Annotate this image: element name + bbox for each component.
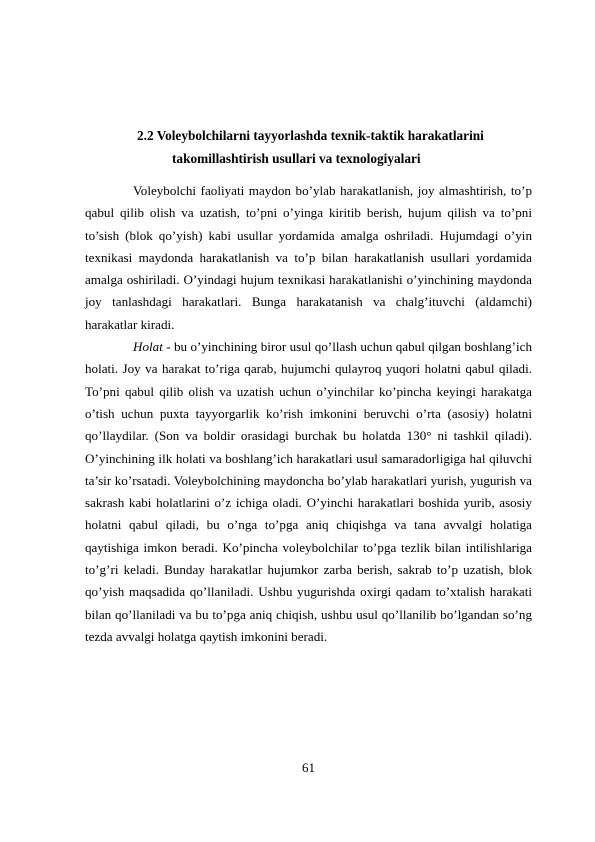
- section-heading-line-2: takomillashtirish usullari va texnologiyalari: [172, 151, 421, 166]
- paragraph-1: [85, 180, 532, 336]
- section-heading: [100, 124, 512, 170]
- paragraph-1-text: Voleybolchi faoliyati maydon bo’ylab harakatlanish, joy almashtirish, to’p qabul qilib olish va uzatish, to’pni o’yinga kiritib berish, hujum qilish va to’pni to’sish (blok qo’yish) kabi usullar yordamida amalga oshriladi. Hujumdagi o’yin texnikasi maydonda harakatlanish va to’p bilan harakatlanish usullari yordamida amalga oshiriladi. O’yindagi hujum texnikasi harakatlanishi o’yinchining maydonda joy tanlashdagi harakatlari. Bunga harakatanish va chalg’ituvchi (aldamchi) harakatlar kiradi.: [85, 183, 532, 332]
- section-heading-line-1: 2.2 Voleybolchilarni tayyorlashda texnik-taktik harakatlarini: [137, 128, 484, 143]
- paragraph-2-text: - bu o’yinchining biror usul qo’llash uchun qabul qilgan boshlang’ich holati. Joy va harakat to’riga qarab, hujumchi qulayroq yuqori holatni qabul qiladi. To’pni qabul qilib olish va uzatish uchun o’yinchilar ko’pincha keyingi harakatga o’tish uchun puxta tayyorgarlik ko’rish imkonini beruvchi o’rta (asosiy) holatni qo’llaydilar. (Son va boldir orasidagi burchak bu holatda 130° ni tashkil qiladi). O’yinchining ilk holati va boshlang’ich harakatlari usul samaradorligiga hal qiluvchi ta’sir ko’rsatadi. Voleybolchining maydoncha bo’ylab harakatlari yurish, yugurish va sakrash kabi holatlarini o’z ichiga oladi. O’yinchi harakatlari boshida yurib, asosiy holatni qabul qiladi, bu o’nga to’pga aniq chiqishga va tana avvalgi holatiga qaytishiga imkon beradi. Ko’pincha voleybolchilar to’pga tezlik bilan intilishlariga to’g’ri keladi. Bunday harakatlar hujumkor zarba berish, sakrab to’p uzatish, blok qo’yish maqsadida qo’llaniladi. Ushbu yugurishda oxirgi qadam to’xtalish harakati bilan qo’llaniladi va bu to’pga aniq chiqish, ushbu usul qo’llanilib bo’lgandan so’ng tezda avvalgi holatga qaytish imkonini beradi.: [85, 339, 532, 644]
- paragraph-2-lead-term: Holat: [133, 339, 163, 355]
- page-number: 61: [302, 760, 315, 775]
- body-text: [85, 180, 532, 648]
- paragraph-2: [85, 336, 532, 648]
